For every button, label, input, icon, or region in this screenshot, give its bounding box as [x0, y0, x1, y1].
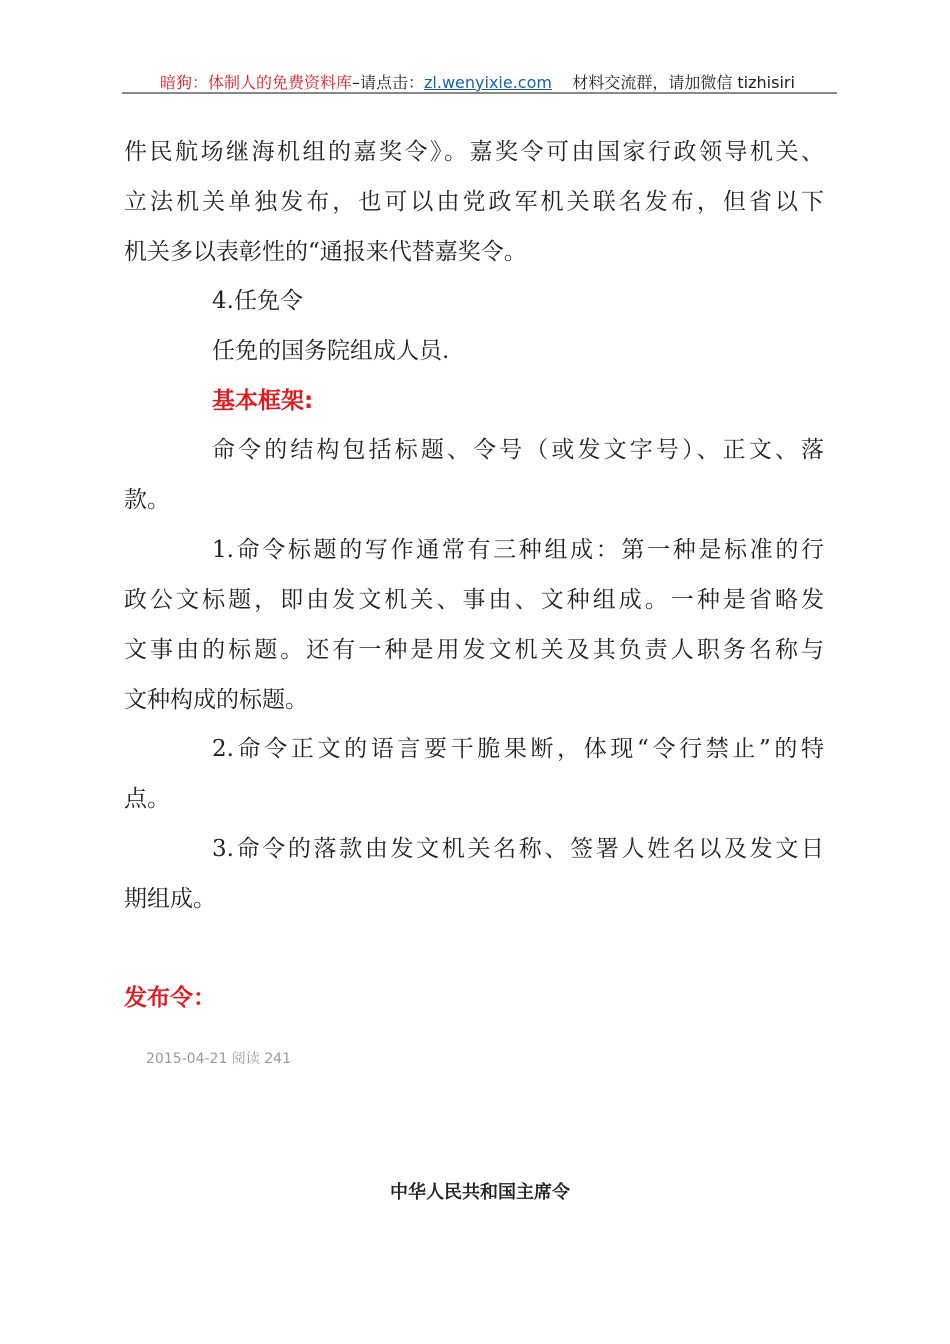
body-line: 文种构成的标题。	[124, 687, 308, 713]
document-title: 中华人民共和国主席令	[390, 1182, 570, 1203]
body-line: 期组成。	[124, 886, 216, 912]
page-header	[122, 68, 837, 94]
click-label: –请点击：	[352, 73, 425, 92]
body-line: 件民航场继海机组的嘉奖令》。嘉奖令可由国家行政领导机关、	[124, 139, 824, 165]
body-line: 政公文标题，即由发文机关、事由、文种组成。一种是省略发	[124, 587, 824, 613]
body-line: 2.命令正文的语言要干脆果断，体现“令行禁止”的特	[212, 736, 824, 762]
body-line: 点。	[124, 786, 170, 812]
group-info: 材料交流群，请加微信 tizhisiri	[572, 73, 795, 92]
site-link[interactable]: zl.wenyixie.com	[424, 73, 552, 92]
site-name: 暗狗：体制人的免费资料库	[160, 73, 353, 92]
body-line: 机关多以表彰性的“通报来代替嘉奖令。	[124, 239, 527, 265]
body-line: 立法机关单独发布，也可以由党政军机关联名发布，但省以下	[124, 189, 824, 215]
body-line: 3.命令的落款由发文机关名称、签署人姓名以及发文日	[212, 836, 824, 862]
section-heading-red: 基本框架:	[212, 388, 314, 414]
body-line: 款。	[124, 487, 170, 513]
body-line: 1.命令标题的写作通常有三种组成：第一种是标准的行	[212, 537, 824, 563]
section-heading: 4.任免令	[212, 288, 303, 314]
body-line: 命令的结构包括标题、令号（或发文字号）、正文、落	[212, 437, 824, 463]
body-line: 文事由的标题。还有一种是用发文机关及其负责人职务名称与	[124, 637, 824, 663]
post-meta: 2015-04-21 阅读 241	[146, 1051, 291, 1067]
body-line: 任免的国务院组成人员.	[212, 338, 450, 364]
section-heading-red: 发布令：	[124, 985, 216, 1011]
